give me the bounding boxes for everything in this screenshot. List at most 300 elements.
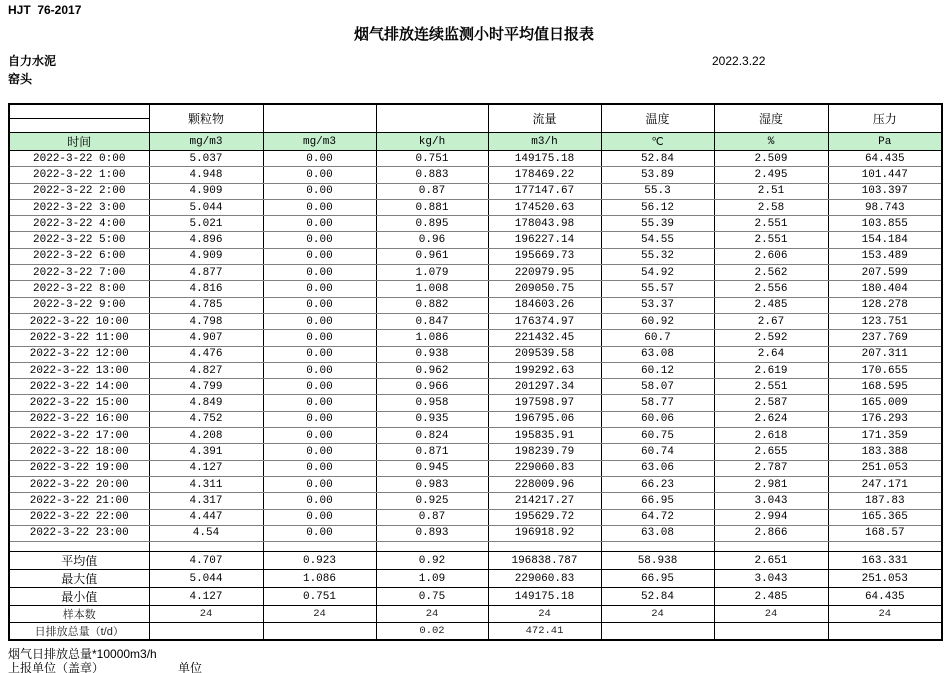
value-cell: 209050.75 [488, 281, 601, 297]
value-cell: 168.595 [828, 379, 942, 395]
value-cell: 56.12 [601, 199, 714, 215]
value-cell: 178469.22 [488, 167, 601, 183]
summary-value-cell [263, 623, 376, 641]
spacer-cell [828, 542, 942, 552]
value-cell: 60.12 [601, 362, 714, 378]
table-row [9, 248, 942, 264]
value-cell: 63.08 [601, 525, 714, 541]
value-cell: 0.00 [263, 493, 376, 509]
value-cell: 60.06 [601, 411, 714, 427]
summary-value-cell [714, 623, 828, 641]
value-cell: 53.89 [601, 167, 714, 183]
summary-value-cell: 0.75 [376, 588, 488, 606]
time-cell: 2022-3-22 0:00 [9, 151, 149, 167]
time-cell: 2022-3-22 15:00 [9, 395, 149, 411]
value-cell: 54.92 [601, 265, 714, 281]
summary-value-cell: 1.09 [376, 570, 488, 588]
unit-m3h: m3/h [488, 133, 601, 151]
summary-value-cell: 3.043 [714, 570, 828, 588]
value-cell: 201297.34 [488, 379, 601, 395]
value-cell: 123.751 [828, 313, 942, 329]
value-cell: 55.57 [601, 281, 714, 297]
summary-value-cell: 149175.18 [488, 588, 601, 606]
value-cell: 0.00 [263, 167, 376, 183]
value-cell: 251.053 [828, 460, 942, 476]
value-cell: 0.966 [376, 379, 488, 395]
value-cell: 2.618 [714, 428, 828, 444]
time-cell: 2022-3-22 10:00 [9, 313, 149, 329]
unit-mgm3-2: mg/m3 [263, 133, 376, 151]
value-cell: 2.994 [714, 509, 828, 525]
value-cell: 0.895 [376, 216, 488, 232]
table-row [9, 297, 942, 313]
summary-row [9, 552, 942, 570]
summary-value-cell [149, 623, 263, 641]
value-cell: 2.587 [714, 395, 828, 411]
value-cell: 64.435 [828, 151, 942, 167]
summary-value-cell: 0.923 [263, 552, 376, 570]
value-cell: 2.551 [714, 216, 828, 232]
time-cell: 2022-3-22 22:00 [9, 509, 149, 525]
value-cell: 178043.98 [488, 216, 601, 232]
value-cell: 0.00 [263, 248, 376, 264]
unit-mgm3-1: mg/m3 [149, 133, 263, 151]
col-header-flow: 流量 [488, 104, 601, 133]
value-cell: 4.877 [149, 265, 263, 281]
value-cell: 196795.06 [488, 411, 601, 427]
value-cell: 4.447 [149, 509, 263, 525]
value-cell: 60.74 [601, 444, 714, 460]
value-cell: 0.00 [263, 346, 376, 362]
value-cell: 0.751 [376, 151, 488, 167]
time-cell: 2022-3-22 12:00 [9, 346, 149, 362]
value-cell: 103.855 [828, 216, 942, 232]
time-cell: 2022-3-22 13:00 [9, 362, 149, 378]
value-cell: 58.77 [601, 395, 714, 411]
summary-value-cell: 64.435 [828, 588, 942, 606]
value-cell: 4.816 [149, 281, 263, 297]
time-cell: 2022-3-22 23:00 [9, 525, 149, 541]
value-cell: 0.00 [263, 313, 376, 329]
value-cell: 0.882 [376, 297, 488, 313]
value-cell: 63.08 [601, 346, 714, 362]
value-cell: 0.00 [263, 395, 376, 411]
value-cell: 0.87 [376, 509, 488, 525]
summary-value-cell: 24 [828, 606, 942, 623]
value-cell: 2.562 [714, 265, 828, 281]
report-date: 2022.3.22 [712, 54, 766, 68]
spacer-row [9, 542, 942, 552]
value-cell: 3.043 [714, 493, 828, 509]
value-cell: 4.785 [149, 297, 263, 313]
value-cell: 168.57 [828, 525, 942, 541]
value-cell: 0.847 [376, 313, 488, 329]
summary-value-cell: 24 [149, 606, 263, 623]
value-cell: 5.037 [149, 151, 263, 167]
summary-value-cell: 4.127 [149, 588, 263, 606]
col-header-blank-1 [263, 104, 376, 133]
summary-rows [9, 552, 942, 641]
monitoring-table [8, 103, 943, 641]
value-cell: 0.962 [376, 362, 488, 378]
value-cell: 247.171 [828, 476, 942, 492]
value-cell: 4.798 [149, 313, 263, 329]
value-cell: 0.00 [263, 265, 376, 281]
value-cell: 0.935 [376, 411, 488, 427]
time-cell: 2022-3-22 6:00 [9, 248, 149, 264]
value-cell: 229060.83 [488, 460, 601, 476]
value-cell: 180.404 [828, 281, 942, 297]
value-cell: 197598.97 [488, 395, 601, 411]
value-cell: 2.606 [714, 248, 828, 264]
value-cell: 0.00 [263, 476, 376, 492]
table-row [9, 151, 942, 167]
value-cell: 2.556 [714, 281, 828, 297]
summary-value-cell [601, 623, 714, 641]
value-cell: 0.00 [263, 428, 376, 444]
value-cell: 4.54 [149, 525, 263, 541]
value-cell: 0.00 [263, 297, 376, 313]
spacer-cell [9, 542, 149, 552]
summary-row [9, 606, 942, 623]
table-row [9, 509, 942, 525]
value-cell: 4.391 [149, 444, 263, 460]
value-cell: 4.909 [149, 248, 263, 264]
time-cell: 2022-3-22 7:00 [9, 265, 149, 281]
summary-value-cell: 58.938 [601, 552, 714, 570]
value-cell: 220979.95 [488, 265, 601, 281]
summary-value-cell [828, 623, 942, 641]
spacer-cell [601, 542, 714, 552]
summary-row [9, 623, 942, 641]
value-cell: 2.655 [714, 444, 828, 460]
summary-label: 样本数 [9, 606, 149, 623]
table-row [9, 362, 942, 378]
table-group-header-row [9, 104, 942, 133]
table-row [9, 183, 942, 199]
value-cell: 2.592 [714, 330, 828, 346]
value-cell: 195629.72 [488, 509, 601, 525]
value-cell: 2.624 [714, 411, 828, 427]
table-row [9, 232, 942, 248]
time-cell: 2022-3-22 8:00 [9, 281, 149, 297]
station-name: 窑头 [8, 72, 33, 86]
value-cell: 153.489 [828, 248, 942, 264]
spacer-cell [149, 542, 263, 552]
col-header-particulate: 颗粒物 [149, 104, 263, 133]
value-cell: 165.365 [828, 509, 942, 525]
time-cell: 2022-3-22 1:00 [9, 167, 149, 183]
time-cell: 2022-3-22 14:00 [9, 379, 149, 395]
value-cell: 2.495 [714, 167, 828, 183]
value-cell: 0.87 [376, 183, 488, 199]
value-cell: 54.55 [601, 232, 714, 248]
unit-celsius: ℃ [601, 133, 714, 151]
value-cell: 5.021 [149, 216, 263, 232]
value-cell: 0.883 [376, 167, 488, 183]
time-cell: 2022-3-22 11:00 [9, 330, 149, 346]
value-cell: 198239.79 [488, 444, 601, 460]
value-cell: 58.07 [601, 379, 714, 395]
value-cell: 176374.97 [488, 313, 601, 329]
time-cell: 2022-3-22 18:00 [9, 444, 149, 460]
value-cell: 0.00 [263, 444, 376, 460]
value-cell: 1.079 [376, 265, 488, 281]
unit-label: 单位 [178, 661, 203, 673]
value-cell: 2.981 [714, 476, 828, 492]
table-row [9, 330, 942, 346]
value-cell: 52.84 [601, 151, 714, 167]
time-cell: 2022-3-22 21:00 [9, 493, 149, 509]
value-cell: 149175.18 [488, 151, 601, 167]
value-cell: 60.92 [601, 313, 714, 329]
value-cell: 4.896 [149, 232, 263, 248]
corner-cell [9, 104, 149, 133]
table-row [9, 216, 942, 232]
summary-value-cell: 4.707 [149, 552, 263, 570]
value-cell: 176.293 [828, 411, 942, 427]
value-cell: 196918.92 [488, 525, 601, 541]
summary-label: 最大值 [9, 570, 149, 588]
value-cell: 154.184 [828, 232, 942, 248]
value-cell: 2.866 [714, 525, 828, 541]
table-row [9, 428, 942, 444]
value-cell: 0.00 [263, 379, 376, 395]
col-header-temperature: 温度 [601, 104, 714, 133]
value-cell: 4.909 [149, 183, 263, 199]
summary-row [9, 570, 942, 588]
table-row [9, 395, 942, 411]
value-cell: 207.311 [828, 346, 942, 362]
value-cell: 165.009 [828, 395, 942, 411]
value-cell: 4.208 [149, 428, 263, 444]
value-cell: 0.881 [376, 199, 488, 215]
value-cell: 0.00 [263, 460, 376, 476]
value-cell: 184603.26 [488, 297, 601, 313]
value-cell: 0.00 [263, 232, 376, 248]
value-cell: 2.64 [714, 346, 828, 362]
value-cell: 171.359 [828, 428, 942, 444]
summary-value-cell: 5.044 [149, 570, 263, 588]
data-rows [9, 151, 942, 542]
value-cell: 2.551 [714, 379, 828, 395]
table-row [9, 460, 942, 476]
value-cell: 4.799 [149, 379, 263, 395]
value-cell: 128.278 [828, 297, 942, 313]
value-cell: 214217.27 [488, 493, 601, 509]
value-cell: 4.317 [149, 493, 263, 509]
value-cell: 0.958 [376, 395, 488, 411]
value-cell: 0.00 [263, 216, 376, 232]
value-cell: 0.938 [376, 346, 488, 362]
value-cell: 4.752 [149, 411, 263, 427]
summary-value-cell: 472.41 [488, 623, 601, 641]
summary-value-cell: 251.053 [828, 570, 942, 588]
unit-pa: Pa [828, 133, 942, 151]
value-cell: 0.00 [263, 411, 376, 427]
value-cell: 177147.67 [488, 183, 601, 199]
company-name: 自力水泥 [8, 54, 57, 68]
value-cell: 209539.58 [488, 346, 601, 362]
time-cell: 2022-3-22 5:00 [9, 232, 149, 248]
value-cell: 0.00 [263, 362, 376, 378]
value-cell: 0.893 [376, 525, 488, 541]
summary-value-cell: 24 [714, 606, 828, 623]
value-cell: 187.83 [828, 493, 942, 509]
spacer-cell [488, 542, 601, 552]
value-cell: 101.447 [828, 167, 942, 183]
value-cell: 221432.45 [488, 330, 601, 346]
summary-value-cell: 196838.787 [488, 552, 601, 570]
summary-value-cell: 24 [263, 606, 376, 623]
standard-code: HJT 76-2017 [8, 3, 82, 17]
value-cell: 2.67 [714, 313, 828, 329]
summary-label: 日排放总量（t/d） [9, 623, 149, 641]
time-cell: 2022-3-22 2:00 [9, 183, 149, 199]
table-row [9, 313, 942, 329]
value-cell: 103.397 [828, 183, 942, 199]
value-cell: 4.849 [149, 395, 263, 411]
value-cell: 0.945 [376, 460, 488, 476]
value-cell: 2.787 [714, 460, 828, 476]
value-cell: 4.907 [149, 330, 263, 346]
value-cell: 60.75 [601, 428, 714, 444]
summary-label: 平均值 [9, 552, 149, 570]
value-cell: 2.485 [714, 297, 828, 313]
value-cell: 55.32 [601, 248, 714, 264]
col-header-humidity: 湿度 [714, 104, 828, 133]
value-cell: 55.3 [601, 183, 714, 199]
spacer-cell [714, 542, 828, 552]
value-cell: 0.96 [376, 232, 488, 248]
table-row [9, 265, 942, 281]
table-row [9, 167, 942, 183]
value-cell: 5.044 [149, 199, 263, 215]
value-cell: 2.51 [714, 183, 828, 199]
summary-value-cell: 0.92 [376, 552, 488, 570]
col-header-blank-2 [376, 104, 488, 133]
unit-kgh: kg/h [376, 133, 488, 151]
table-row [9, 411, 942, 427]
summary-value-cell: 229060.83 [488, 570, 601, 588]
value-cell: 60.7 [601, 330, 714, 346]
value-cell: 1.008 [376, 281, 488, 297]
value-cell: 0.00 [263, 509, 376, 525]
value-cell: 0.00 [263, 183, 376, 199]
time-cell: 2022-3-22 3:00 [9, 199, 149, 215]
value-cell: 2.58 [714, 199, 828, 215]
value-cell: 0.00 [263, 525, 376, 541]
value-cell: 195835.91 [488, 428, 601, 444]
summary-value-cell: 24 [488, 606, 601, 623]
time-cell: 2022-3-22 4:00 [9, 216, 149, 232]
time-cell: 2022-3-22 16:00 [9, 411, 149, 427]
value-cell: 237.769 [828, 330, 942, 346]
value-cell: 207.599 [828, 265, 942, 281]
value-cell: 0.871 [376, 444, 488, 460]
summary-value-cell: 52.84 [601, 588, 714, 606]
value-cell: 2.509 [714, 151, 828, 167]
summary-value-cell: 24 [376, 606, 488, 623]
table-row [9, 525, 942, 541]
summary-row [9, 588, 942, 606]
value-cell: 1.086 [376, 330, 488, 346]
table-row [9, 281, 942, 297]
value-cell: 195669.73 [488, 248, 601, 264]
spacer-cell [263, 542, 376, 552]
value-cell: 98.743 [828, 199, 942, 215]
value-cell: 66.23 [601, 476, 714, 492]
table-row [9, 493, 942, 509]
value-cell: 2.619 [714, 362, 828, 378]
summary-value-cell: 66.95 [601, 570, 714, 588]
summary-value-cell: 0.751 [263, 588, 376, 606]
value-cell: 4.127 [149, 460, 263, 476]
value-cell: 0.925 [376, 493, 488, 509]
value-cell: 0.824 [376, 428, 488, 444]
summary-value-cell: 2.651 [714, 552, 828, 570]
time-cell: 2022-3-22 9:00 [9, 297, 149, 313]
time-cell: 2022-3-22 19:00 [9, 460, 149, 476]
value-cell: 0.00 [263, 330, 376, 346]
value-cell: 4.311 [149, 476, 263, 492]
value-cell: 199292.63 [488, 362, 601, 378]
value-cell: 0.983 [376, 476, 488, 492]
value-cell: 63.06 [601, 460, 714, 476]
summary-value-cell: 24 [601, 606, 714, 623]
summary-label: 最小值 [9, 588, 149, 606]
table-row [9, 346, 942, 362]
table-row [9, 444, 942, 460]
value-cell: 0.00 [263, 151, 376, 167]
table-row [9, 199, 942, 215]
value-cell: 183.388 [828, 444, 942, 460]
table-unit-header-row [9, 133, 942, 151]
spacer-cell [376, 542, 488, 552]
value-cell: 0.00 [263, 199, 376, 215]
value-cell: 53.37 [601, 297, 714, 313]
corner-divider [10, 105, 149, 119]
table-row [9, 476, 942, 492]
table-row [9, 379, 942, 395]
value-cell: 55.39 [601, 216, 714, 232]
flow-total-note: 烟气日排放总量*10000m3/h [8, 647, 157, 661]
time-cell: 2022-3-22 17:00 [9, 428, 149, 444]
value-cell: 0.961 [376, 248, 488, 264]
time-cell: 2022-3-22 20:00 [9, 476, 149, 492]
value-cell: 228009.96 [488, 476, 601, 492]
value-cell: 4.827 [149, 362, 263, 378]
gap-section [9, 542, 942, 552]
value-cell: 4.476 [149, 346, 263, 362]
value-cell: 2.551 [714, 232, 828, 248]
report-unit-seal-label: 上报单位（盖章） [8, 661, 105, 673]
value-cell: 4.948 [149, 167, 263, 183]
value-cell: 66.95 [601, 493, 714, 509]
value-cell: 196227.14 [488, 232, 601, 248]
summary-value-cell: 1.086 [263, 570, 376, 588]
col-header-pressure: 压力 [828, 104, 942, 133]
page-title: 烟气排放连续监测小时平均值日报表 [353, 26, 594, 43]
summary-value-cell: 2.485 [714, 588, 828, 606]
time-header: 时间 [9, 133, 149, 151]
value-cell: 0.00 [263, 281, 376, 297]
unit-percent: % [714, 133, 828, 151]
value-cell: 174520.63 [488, 199, 601, 215]
value-cell: 170.655 [828, 362, 942, 378]
summary-value-cell: 163.331 [828, 552, 942, 570]
summary-value-cell: 0.02 [376, 623, 488, 641]
